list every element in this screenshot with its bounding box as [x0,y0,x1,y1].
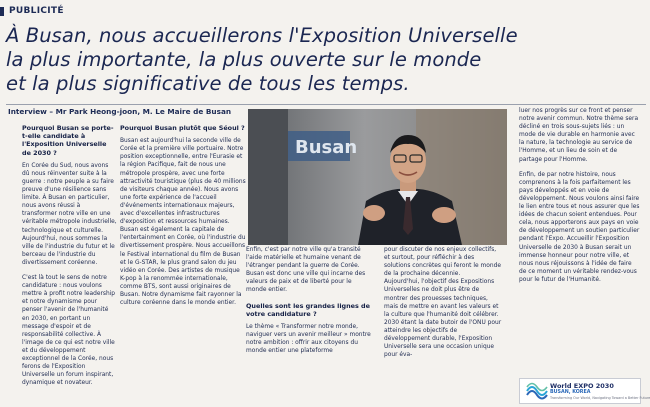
question-heading: Pourquoi Busan plutôt que Séoul ? [120,124,245,132]
photo-sign-text: Busan [295,137,358,158]
paragraph: C'est là tout le sens de notre candidature : nous voulons mettre à profit notre leadership et notre dynamisme pour penser l'avenir de l'humanité en 2030, en portant un message d'espoir et de responsabilité collective. À l'image de ce qui est notre ville et du développement exceptionnel de la Corée, nous ferons de l'Exposition Universelle un forum inspirant, dynamique et novateur. [22,275,116,387]
column-2 [120,124,246,314]
mayor-photo [248,109,507,245]
expo-wave-icon [526,382,548,400]
question-heading: Pourquoi Busan se porte-t-elle candidate à l'Exposition Universelle de 2030 ? [22,124,114,157]
paragraph: luer nos progrès sur ce front et penser notre avenir commun. Notre thème sera décliné en trois sous-sujets liés : un mode de vie durable en harmonie avec la nature, la technologie au service de l'Homme, et un lieu de soin et de partage pour l'Homme. [519,108,639,163]
paragraph: Busan est également la capitale de l'entertainment en Corée, où l'industrie du divertissement prospère. Nous accueillons le Festival international du film de Busan et le G-STAR, le plus grand salon du jeu vidéo en Corée. Des artistes de musique K-pop à la renommée internationale, comme BTS, sont aussi originaires de Busan. Notre dynamisme fait rayonner la culture coréenne dans le monde entier. [120,227,246,307]
question-heading: Quelles sont les grandes lignes de votre candidature ? [246,301,370,318]
logo-tagline: Transforming Our World, Navigating Toward a Better Future [550,396,650,400]
section-marker [0,7,4,16]
headline-line-2: la plus importante, la plus ouverte sur le monde [6,48,482,71]
column-1 [22,124,117,394]
headline [6,24,646,96]
column-3 [246,246,372,362]
paragraph: Enfin, c'est par notre ville qu'a transité l'aide matérielle et humaine venant de l'étranger pendant la guerre de Corée. Busan est donc une ville qui incarne des valeurs de paix et de liberté pour le monde entier. [246,247,366,294]
paragraph: pour discuter de nos enjeux collectifs, et surtout, pour réfléchir à des solutions concrètes qui feront le monde de la prochaine décennie. [384,247,501,278]
byline: Interview – Mr Park Heong-joon, M. Le Maire de Busan [8,107,232,116]
mayor-portrait-illustration [248,109,507,245]
divider [6,104,646,105]
column-5 [519,107,640,291]
paragraph: En Corée du Sud, nous avons dû nous réinventer suite à la guerre : notre peuple a su faire preuve d'une résilience sans limite. À Busan en particulier, nous avons réussi à transformer notre ville en une véritable métropole industrielle, technologique et culturelle. Aujourd'hui, nous sommes la ville de l'industrie du futur et le berceau de l'industrie du divertissement coréenne. [22,162,117,266]
paragraph: Le thème « Transformer notre monde, naviguer vers un avenir meilleur » montre notre ambition : offrir aux citoyens du monde entier une plateforme [246,323,371,355]
logo-subtitle: BUSAN, KOREA [550,390,591,395]
logo-title: World EXPO 2030 [550,382,614,390]
column-4 [384,246,502,366]
headline-line-3: et la plus significative de tous les temps. [6,72,410,95]
paragraph: Enfin, de par notre histoire, nous comprenons à la fois parfaitement les pays développés et en voie de développement. Nous voulons ainsi faire le lien entre tous et nous assurer que les idées de chacun soient entendues. Pour cela, nous apporterons aux pays en voie de développement un soutien particulier pendant l'Expo. Accueillir l'Exposition Universelle de 2030 à Busan serait un immense honneur pour notre ville, et nous nous réjouissons à l'idée de faire de ce moment un véritable rendez-vous pour le futur de l'Humanité. [519,171,640,283]
paragraph: Busan est aujourd'hui la seconde ville de Corée et la première ville portuaire. Notre position exceptionnelle, entre l'Eurasie et la région Pacifique, fait de nous une métropole prospère, avec une forte attractivité touristique (plus de 40 millions de visiteurs chaque année). Nous avons une forte expérience de l'accueil d'événements internationaux majeurs, avec d'excellentes infrastructures d'exposition et ressources humaines. [120,138,246,226]
expo-logo [519,378,650,404]
paragraph: Aujourd'hui, l'objectif des Expositions Universelles ne doit plus être de montrer des prouesses techniques, mais de mettre en avant les valeurs et la culture que l'humanité doit célébrer. 2030 étant la date butoir de l'ONU pour atteindre les objectifs de développement durable, l'Exposition Universelle sera une occasion unique pour éva- [384,279,502,359]
headline-line-1: À Busan, nous accueillerons l'Exposition Universelle [6,24,518,47]
section-label: PUBLICITÉ [9,6,64,16]
